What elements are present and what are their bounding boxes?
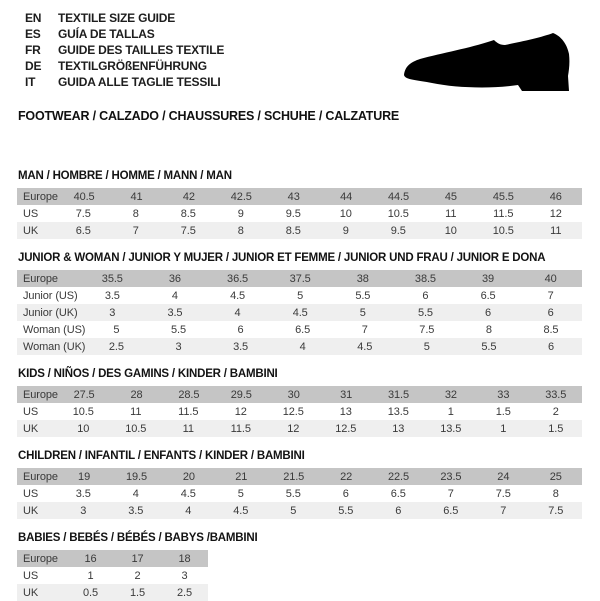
size-cell: 2 (552, 405, 559, 418)
size-cell: 7 (361, 323, 368, 336)
size-cell: 1 (447, 405, 454, 418)
size-cell: 6.5 (480, 289, 496, 302)
row-label: Europe (23, 190, 58, 203)
size-cell: 2.5 (108, 340, 124, 353)
size-cell: 42.5 (230, 190, 252, 203)
size-cell: 40.5 (73, 190, 95, 203)
size-cell: 1.5 (495, 405, 511, 418)
size-cell: 12 (234, 405, 247, 418)
size-table-row (17, 287, 582, 304)
language-code: EN (25, 11, 42, 25)
size-table-babies (17, 550, 208, 601)
size-cell: 11 (445, 207, 457, 220)
size-cell: 3 (181, 569, 188, 582)
category-heading: FOOTWEAR / CALZADO / CHAUSSURES / SCHUHE / CALZATURE (18, 109, 400, 123)
size-cell: 6 (547, 306, 554, 319)
size-cell: 4.5 (233, 504, 249, 517)
size-cell: 13 (392, 422, 405, 435)
size-cell: 13.5 (440, 422, 462, 435)
size-cell: 7.5 (180, 224, 196, 237)
size-cell: 32 (444, 388, 457, 401)
size-cell: 30 (287, 388, 300, 401)
size-cell: 40 (544, 272, 557, 285)
language-row-it (25, 74, 224, 90)
size-table-row (17, 567, 208, 584)
size-cell: 10 (444, 224, 457, 237)
language-code: DE (25, 59, 42, 73)
size-cell: 19.5 (125, 470, 147, 483)
size-cell: 3 (175, 340, 182, 353)
size-cell: 3.5 (104, 289, 120, 302)
language-label: GUIDA ALLE TAGLIE TESSILI (58, 75, 221, 89)
size-cell: 43 (287, 190, 300, 203)
size-table-row (17, 485, 582, 502)
size-cell: 4.5 (180, 487, 196, 500)
size-cell: 4 (132, 487, 139, 500)
language-label: TEXTILGRÖßENFÜHRUNG (58, 59, 207, 73)
size-tables-section (17, 157, 582, 601)
size-cell: 45.5 (492, 190, 514, 203)
size-table-row (17, 502, 582, 519)
size-table-header-row (17, 550, 208, 567)
language-row-de (25, 58, 224, 74)
size-cell: 21 (235, 470, 248, 483)
size-cell: 6.5 (390, 487, 406, 500)
size-cell: 21.5 (283, 470, 305, 483)
size-cell: 33.5 (545, 388, 567, 401)
size-cell: 5 (237, 487, 244, 500)
size-cell: 2 (134, 569, 141, 582)
size-cell: 28 (130, 388, 143, 401)
table-title-junior-woman: JUNIOR & WOMAN / JUNIOR Y MUJER / JUNIOR ET FEMME / JUNIOR UND FRAU / JUNIOR E DONA (18, 252, 546, 264)
size-cell: 12 (549, 207, 562, 220)
size-cell: 9 (342, 224, 349, 237)
size-cell: 12.5 (282, 405, 304, 418)
language-code: ES (25, 27, 41, 41)
size-cell: 9.5 (390, 224, 406, 237)
size-cell: 5.5 (338, 504, 354, 517)
size-cell: 5 (113, 323, 120, 336)
size-cell: 1.5 (548, 422, 564, 435)
size-table-row (17, 584, 208, 601)
size-cell: 16 (84, 552, 97, 565)
size-table-children (17, 468, 582, 519)
size-cell: 4 (171, 289, 178, 302)
row-label: UK (23, 586, 39, 599)
size-cell: 10 (339, 207, 352, 220)
language-label: TEXTILE SIZE GUIDE (58, 11, 176, 25)
size-cell: 8.5 (285, 224, 301, 237)
row-label: Europe (23, 470, 58, 483)
language-code: FR (25, 43, 41, 57)
size-table-row (17, 338, 582, 355)
size-cell: 6.5 (75, 224, 91, 237)
size-cell: 22.5 (388, 470, 410, 483)
row-label: Junior (UK) (23, 306, 78, 319)
size-cell: 10.5 (125, 422, 147, 435)
size-cell: 10.5 (72, 405, 94, 418)
size-cell: 20 (182, 470, 195, 483)
dress-shoe-icon (394, 27, 574, 97)
row-label: Woman (US) (23, 323, 86, 336)
size-cell: 8 (237, 224, 244, 237)
size-cell: 10.5 (492, 224, 514, 237)
row-label: Europe (23, 272, 58, 285)
row-label: US (23, 487, 39, 500)
size-cell: 23.5 (440, 470, 462, 483)
size-table-header-row (17, 468, 582, 485)
language-row-en (25, 10, 224, 26)
size-cell: 11.5 (230, 422, 251, 435)
size-cell: 29.5 (230, 388, 252, 401)
table-title-kids: KIDS / NIÑOS / DES GAMINS / KINDER / BAMBINI (18, 368, 278, 380)
size-cell: 9.5 (285, 207, 301, 220)
row-label: US (23, 569, 39, 582)
size-cell: 19 (78, 470, 91, 483)
size-cell: 39 (482, 272, 495, 285)
size-cell: 11 (182, 422, 194, 435)
size-cell: 36 (168, 272, 181, 285)
language-row-fr (25, 42, 224, 58)
size-cell: 4.5 (357, 340, 373, 353)
size-cell: 6.5 (295, 323, 311, 336)
size-cell: 5.5 (355, 289, 371, 302)
size-cell: 3.5 (128, 504, 144, 517)
size-cell: 38 (356, 272, 369, 285)
language-row-es (25, 26, 224, 42)
size-cell: 28.5 (178, 388, 200, 401)
size-cell: 6 (422, 289, 429, 302)
size-cell: 4 (185, 504, 192, 517)
size-cell: 11 (550, 224, 562, 237)
language-legend (25, 10, 224, 90)
size-cell: 38.5 (414, 272, 436, 285)
size-cell: 8.5 (180, 207, 196, 220)
size-cell: 3.5 (75, 487, 91, 500)
size-cell: 6.5 (443, 504, 459, 517)
size-cell: 6 (395, 504, 402, 517)
size-cell: 3.5 (167, 306, 183, 319)
size-cell: 7.5 (419, 323, 435, 336)
size-cell: 33 (497, 388, 510, 401)
size-cell: 11.5 (178, 405, 199, 418)
language-code: IT (25, 75, 36, 89)
size-cell: 7 (132, 224, 139, 237)
size-cell: 5.5 (481, 340, 497, 353)
row-label: Junior (US) (23, 289, 78, 302)
size-cell: 6 (342, 487, 349, 500)
size-cell: 13.5 (387, 405, 409, 418)
size-cell: 44 (340, 190, 353, 203)
size-cell: 25 (549, 470, 562, 483)
table-title-children: CHILDREN / INFANTIL / ENFANTS / KINDER / BAMBINI (18, 450, 305, 462)
size-cell: 37.5 (289, 272, 311, 285)
size-cell: 8 (132, 207, 139, 220)
size-cell: 7 (447, 487, 454, 500)
size-cell: 1 (87, 569, 94, 582)
row-label: Woman (UK) (23, 340, 86, 353)
size-cell: 45 (444, 190, 457, 203)
size-cell: 1 (500, 422, 507, 435)
size-cell: 10.5 (387, 207, 409, 220)
size-cell: 22 (340, 470, 353, 483)
size-cell: 5.5 (417, 306, 433, 319)
size-table-junior-woman (17, 270, 582, 355)
size-cell: 8 (485, 323, 492, 336)
row-label: US (23, 207, 39, 220)
size-cell: 11 (130, 405, 142, 418)
size-cell: 7.5 (75, 207, 91, 220)
size-cell: 31.5 (388, 388, 410, 401)
size-cell: 41 (130, 190, 143, 203)
size-cell: 11.5 (493, 207, 514, 220)
size-table-row (17, 403, 582, 420)
size-cell: 5.5 (170, 323, 186, 336)
size-cell: 27.5 (73, 388, 95, 401)
size-cell: 12.5 (335, 422, 357, 435)
size-cell: 0.5 (83, 586, 98, 599)
size-cell: 6 (485, 306, 492, 319)
size-cell: 44.5 (388, 190, 410, 203)
size-cell: 36.5 (227, 272, 249, 285)
size-table-row (17, 304, 582, 321)
language-label: GUIDE DES TAILLES TEXTILE (58, 43, 225, 57)
size-cell: 9 (237, 207, 244, 220)
size-table-row (17, 222, 582, 239)
size-cell: 4.5 (230, 289, 246, 302)
size-cell: 6 (547, 340, 554, 353)
size-cell: 7.5 (495, 487, 511, 500)
size-table-header-row (17, 270, 582, 287)
table-title-man: MAN / HOMBRE / HOMME / MANN / MAN (18, 170, 232, 182)
size-cell: 2.5 (177, 586, 192, 599)
table-title-babies: BABIES / BEBÉS / BÉBÉS / BABYS /BAMBINI (18, 532, 258, 544)
size-cell: 12 (287, 422, 300, 435)
size-cell: 13 (339, 405, 352, 418)
size-cell: 4.5 (292, 306, 308, 319)
size-table-row (17, 321, 582, 338)
size-cell: 6 (237, 323, 244, 336)
size-cell: 4 (234, 306, 241, 319)
size-table-header-row (17, 386, 582, 403)
language-label: GUÍA DE TALLAS (58, 27, 155, 41)
size-cell: 3 (80, 504, 87, 517)
size-cell: 35.5 (101, 272, 123, 285)
size-cell: 46 (549, 190, 562, 203)
size-table-kids (17, 386, 582, 437)
size-cell: 4 (299, 340, 306, 353)
size-cell: 10 (77, 422, 90, 435)
size-cell: 5 (290, 504, 297, 517)
size-cell: 3 (109, 306, 116, 319)
size-cell: 24 (497, 470, 510, 483)
size-cell: 5.5 (285, 487, 301, 500)
size-cell: 7 (547, 289, 554, 302)
size-cell: 8.5 (543, 323, 559, 336)
row-label: UK (23, 422, 39, 435)
row-label: UK (23, 504, 39, 517)
size-cell: 42 (182, 190, 195, 203)
size-table-header-row (17, 188, 582, 205)
size-cell: 17 (131, 552, 144, 565)
size-cell: 18 (178, 552, 191, 565)
row-label: Europe (23, 552, 58, 565)
row-label: UK (23, 224, 39, 237)
row-label: US (23, 405, 39, 418)
size-cell: 5 (359, 306, 366, 319)
size-cell: 5 (423, 340, 430, 353)
dress-shoe-icon-svg (394, 27, 574, 97)
size-table-row (17, 420, 582, 437)
size-cell: 7 (500, 504, 507, 517)
size-cell: 7.5 (548, 504, 564, 517)
size-cell: 31 (340, 388, 353, 401)
size-cell: 8 (552, 487, 559, 500)
size-table-row (17, 205, 582, 222)
size-cell: 5 (297, 289, 304, 302)
size-table-man (17, 188, 582, 239)
size-cell: 1.5 (130, 586, 145, 599)
size-cell: 3.5 (233, 340, 249, 353)
row-label: Europe (23, 388, 58, 401)
